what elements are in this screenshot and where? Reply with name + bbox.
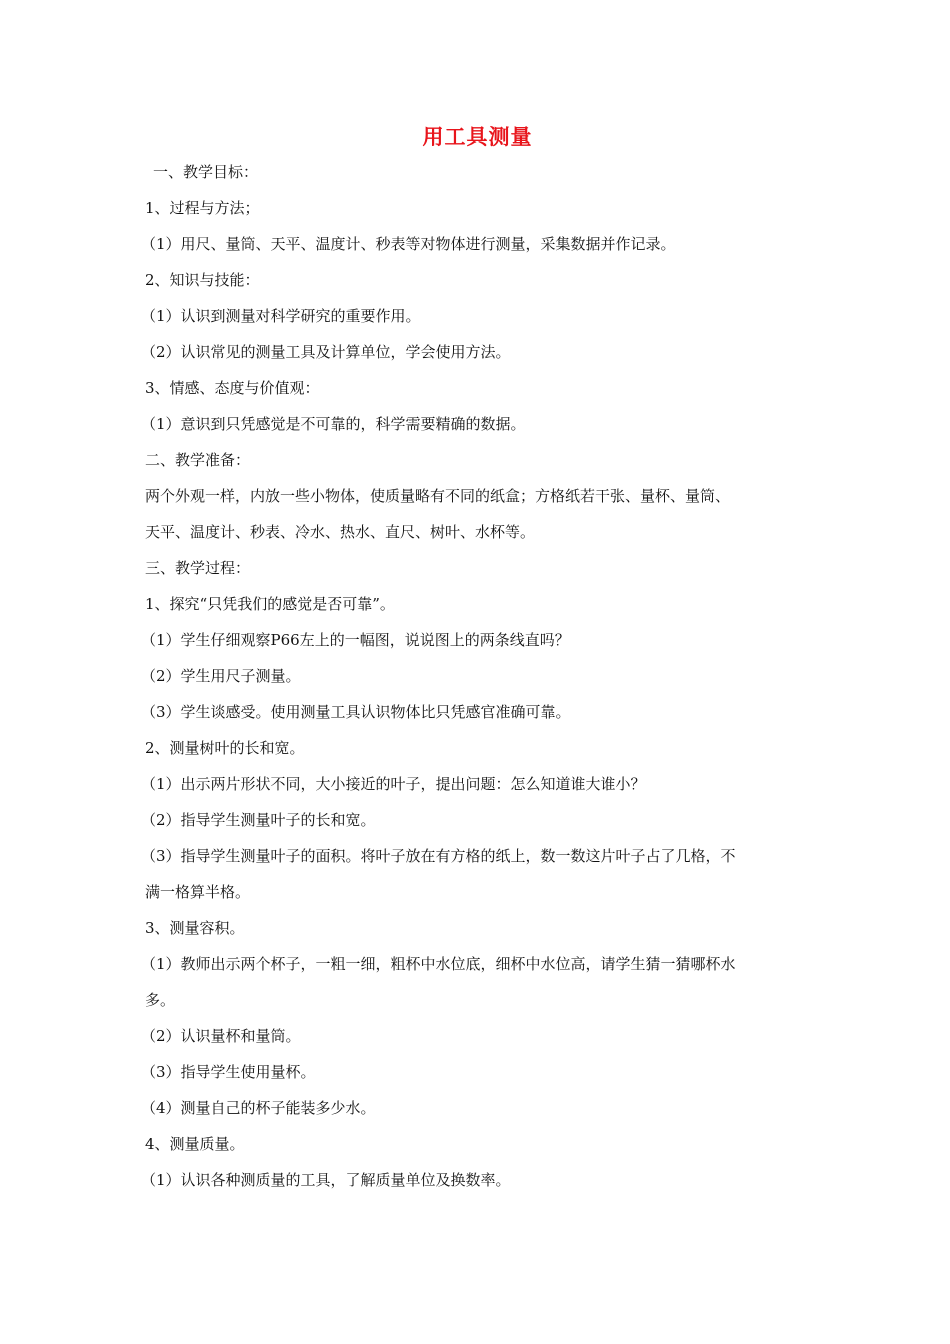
text-line: 满一格算半格。	[145, 883, 251, 901]
text-line: （1）认识各种测质量的工具，了解质量单位及换数率。	[141, 1171, 511, 1189]
section-heading-objectives: 一、教学目标：	[153, 163, 259, 181]
text-line: 多。	[145, 991, 176, 1009]
text-line: 4、测量质量。	[145, 1135, 245, 1153]
text-line: （2）认识量杯和量筒。	[141, 1027, 301, 1045]
text-line: 3、情感、态度与价值观：	[145, 379, 320, 397]
text-line: （1）学生仔细观察P66左上的一幅图，说说图上的两条线直吗？	[141, 631, 570, 649]
text-line: 两个外观一样，内放一些小物体，使质量略有不同的纸盒；方格纸若干张、量杯、量筒、	[145, 487, 731, 505]
text-line: （2）认识常见的测量工具及计算单位，学会使用方法。	[141, 343, 511, 361]
text-line: （2）指导学生测量叶子的长和宽。	[141, 811, 376, 829]
text-line: （1）认识到测量对科学研究的重要作用。	[141, 307, 421, 325]
text-line: （3）指导学生测量叶子的面积。将叶子放在有方格的纸上，数一数这片叶子占了几格，不	[141, 847, 736, 865]
text-line: （3）指导学生使用量杯。	[141, 1063, 316, 1081]
text-line: 1、过程与方法；	[145, 199, 260, 217]
text-line: （4）测量自己的杯子能装多少水。	[141, 1099, 376, 1117]
document-title: 用工具测量	[422, 124, 533, 149]
text-line: 1、探究“只凭我们的感觉是否可靠”。	[145, 595, 395, 613]
text-line: （1）出示两片形状不同，大小接近的叶子，提出问题：怎么知道谁大谁小？	[141, 775, 646, 793]
text-line: （3）学生谈感受。使用测量工具认识物体比只凭感官准确可靠。	[141, 703, 571, 721]
text-line: （2）学生用尺子测量。	[141, 667, 301, 685]
text-line: 3、测量容积。	[145, 919, 245, 937]
section-heading-preparation: 二、教学准备：	[145, 451, 251, 469]
text-line: （1）用尺、量筒、天平、温度计、秒表等对物体进行测量，采集数据并作记录。	[141, 235, 676, 253]
text-line: （1）教师出示两个杯子，一粗一细，粗杯中水位底，细杯中水位高，请学生猜一猜哪杯水	[141, 955, 736, 973]
section-heading-process: 三、教学过程：	[145, 559, 251, 577]
text-line: 2、知识与技能：	[145, 271, 260, 289]
document-page	[141, 120, 810, 1198]
text-line: （1）意识到只凭感觉是不可靠的，科学需要精确的数据。	[141, 415, 526, 433]
text-line: 天平、温度计、秒表、冷水、热水、直尺、树叶、水杯等。	[145, 523, 536, 541]
text-line: 2、测量树叶的长和宽。	[145, 739, 305, 757]
